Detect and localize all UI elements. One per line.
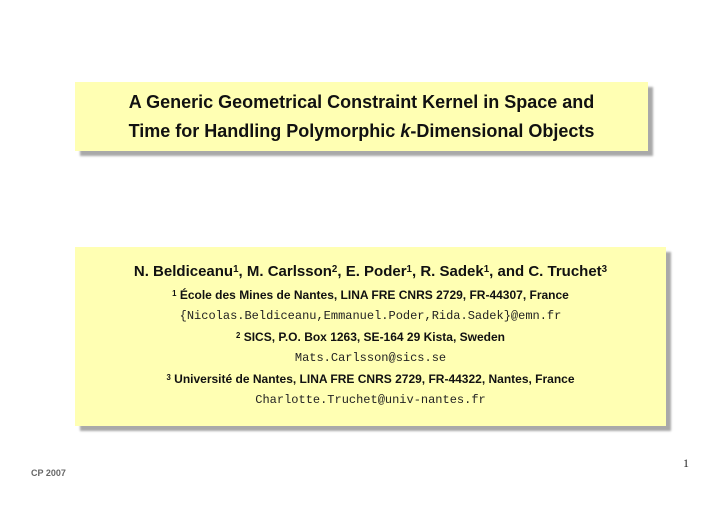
affiliation-text: École des Mines de Nantes, LINA FRE CNRS 2729, FR-44307, France (179, 288, 569, 302)
author-name: E. Poder (345, 263, 407, 280)
author-separator: , (337, 263, 346, 280)
author-name: N. Beldiceanu (133, 263, 234, 280)
author-name: C. Truchet (528, 263, 602, 280)
title-line-2 (129, 117, 595, 146)
affiliation-text: Université de Nantes, LINA FRE CNRS 2729, FR-44322, Nantes, France (174, 372, 575, 386)
author-name: R. Sadek (420, 263, 484, 280)
author-affiliation-mark: 1 (233, 264, 239, 275)
author-affiliation-mark: 3 (601, 264, 608, 275)
footer-conference: CP 2007 (31, 468, 66, 478)
author-list (134, 259, 607, 285)
affiliation-3 (166, 369, 574, 390)
affiliation-1 (172, 285, 569, 306)
title-line-2-post: -Dimensional Objects (410, 120, 595, 141)
author-separator: , and (489, 263, 529, 280)
affiliation-number: 3 (166, 373, 171, 382)
page-number: 1 (683, 456, 689, 470)
affiliation-number: 1 (172, 289, 177, 298)
affiliation-2 (236, 327, 505, 348)
email-2: Mats.Carlsson@sics.se (294, 351, 447, 365)
title-k: k (400, 120, 411, 141)
author-affiliation-mark: 1 (483, 264, 490, 275)
affiliation-number: 2 (236, 331, 241, 340)
author-affiliation-mark: 1 (406, 264, 412, 275)
author-affiliation-mark: 2 (331, 264, 338, 275)
affiliation-text: SICS, P.O. Box 1263, SE-164 29 Kista, Sweden (243, 330, 505, 344)
authors-box (75, 247, 666, 426)
author-separator: , (411, 263, 421, 280)
title-box (75, 82, 648, 151)
email-1: {Nicolas.Beldiceanu,Emmanuel.Poder,Rida.Sadek}@emn.fr (179, 309, 562, 323)
title-line-1: A Generic Geometrical Constraint Kernel in Space and (128, 91, 595, 112)
email-3: Charlotte.Truchet@univ-nantes.fr (255, 393, 486, 407)
author-name: M. Carlsson (246, 263, 332, 280)
author-separator: , (238, 263, 247, 280)
title-line-2-pre: Time for Handling Polymorphic (128, 120, 401, 141)
